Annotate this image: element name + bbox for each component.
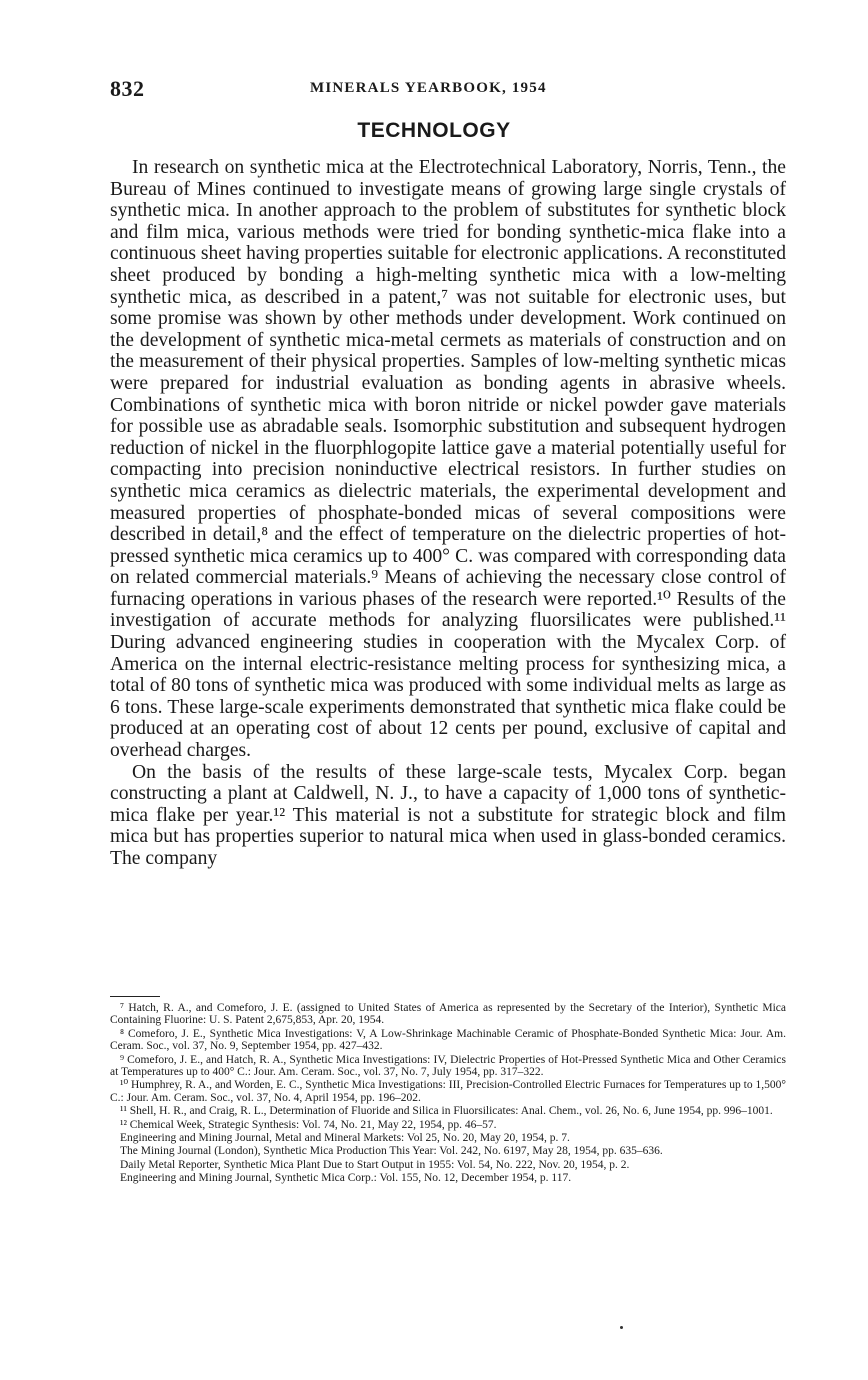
- running-head: MINERALS YEARBOOK, 1954: [310, 80, 547, 96]
- body-text: [110, 157, 786, 870]
- footnote: The Mining Journal (London), Synthetic Mica Production This Year: Vol. 242, No. 6197, May 28, 1954, pp. 635–636.: [120, 1145, 663, 1158]
- page-number: 832: [110, 76, 145, 101]
- stray-mark: [620, 1326, 623, 1329]
- footnote: Daily Metal Reporter, Synthetic Mica Plant Due to Start Output in 1955: Vol. 54, No. 222, Nov. 20, 1954, p. 2.: [120, 1158, 630, 1171]
- footnote: ¹⁰ Humphrey, R. A., and Worden, E. C., Synthetic Mica Investigations: III, Precision-Controlled Electric Furnaces for Temperatures up to 1,500° C.: Jour. Am. Ceram. Soc., vol. 37, No. 4, April 1954, pp. 196–202.: [110, 1079, 786, 1104]
- footnotes: [110, 1002, 786, 1186]
- paragraph: In research on synthetic mica at the Electrotechnical Laboratory, Norris, Tenn., the Bureau of Mines continued to investigate means of growing large single crystals of synthetic mica. In another approach to the problem of substitutes for synthetic block and film mica, various methods were tried for bonding synthetic-mica flake into a continuous sheet having properties suitable for electronic applications. A reconstituted sheet produced by bonding a high-melting synthetic mica with a low-melting synthetic mica, as described in a patent,⁷ was not suitable for electronic uses, but some promise was shown by other methods under development. Work continued on the development of synthetic mica-metal cermets as materials of construction and on the measurement of their physical properties. Samples of low-melting synthetic micas were prepared for industrial evaluation as bonding agents in abrasive wheels. Combinations of synthetic mica with boron nitride or nickel powder gave materials for possible use as abradable seals. Isomorphic substitution and subsequent hydrogen reduction of nickel in the fluorphlogopite lattice gave a material potentially useful for compacting into precision noninductive electrical resistors. In further studies on synthetic mica ceramics as dielectric materials, the experimental development and measured properties of phosphate-bonded micas of several compositions were described in detail,⁸ and the effect of temperature on the dielectric properties of hot-pressed synthetic mica ceramics up to 400° C. was compared with corresponding data on related commercial materials.⁹ Means of achieving the necessary close control of furnacing operations in various phases of the research were reported.¹⁰ Results of the investigation of accurate methods for analyzing fluorsilicates were published.¹¹ During advanced engineering studies in cooperation with the Mycalex Corp. of America on the internal electric-resistance melting process for synthesizing mica, a total of 80 tons of synthetic mica was produced with some individual melts as large as 6 tons. These large-scale experiments demonstrated that synthetic mica flake could be produced at an operating cost of about 12 cents per pound, exclusive of capital and overhead charges.: [110, 157, 786, 762]
- footnote: Engineering and Mining Journal, Synthetic Mica Corp.: Vol. 155, No. 12, December 1954, p. 117.: [120, 1172, 572, 1185]
- footnote: ¹² Chemical Week, Strategic Synthesis: Vol. 74, No. 21, May 22, 1954, pp. 46–57.: [120, 1118, 497, 1131]
- page-header: [110, 76, 786, 102]
- footnote: ⁸ Comeforo, J. E., Synthetic Mica Investigations: V, A Low-Shrinkage Machinable Ceramic of Phosphate-Bonded Synthetic Mica: Jour. Am. Ceram. Soc., vol. 37, No. 9, September 1954, pp. 427–432.: [110, 1027, 786, 1053]
- footnote: Engineering and Mining Journal, Metal and Mineral Markets: Vol 25, No. 20, May 20, 1954, p. 7.: [120, 1132, 570, 1145]
- footnote: ⁹ Comeforo, J. E., and Hatch, R. A., Synthetic Mica Investigations: IV, Dielectric Properties of Hot-Pressed Synthetic Mica and Other Ceramics at Temperatures up to 400° C.: Jour. Am. Ceram. Soc., vol. 37, No. 7, July 1954, pp. 317–322.: [110, 1053, 786, 1079]
- footnote-rule: [110, 996, 160, 997]
- footnote: ⁷ Hatch, R. A., and Comeforo, J. E. (assigned to United States of America as represented by the Secretary of the Interior), Synthetic Mica Containing Fluorine: U. S. Patent 2,675,853, Apr. 20, 1954.: [110, 1002, 786, 1027]
- paragraph: On the basis of the results of these large-scale tests, Mycalex Corp. began constructing a plant at Caldwell, N. J., to have a capacity of 1,000 tons of synthetic-mica flake per year.¹² This material is not a substitute for strategic block and film mica but has properties superior to natural mica when used in glass-bonded ceramics. The company: [110, 761, 786, 869]
- footnote: ¹¹ Shell, H. R., and Craig, R. L., Determination of Fluoride and Silica in Fluorsilicates: Anal. Chem., vol. 26, No. 6, June 1954, pp. 996–1001.: [120, 1105, 773, 1118]
- section-title: TECHNOLOGY: [357, 119, 511, 142]
